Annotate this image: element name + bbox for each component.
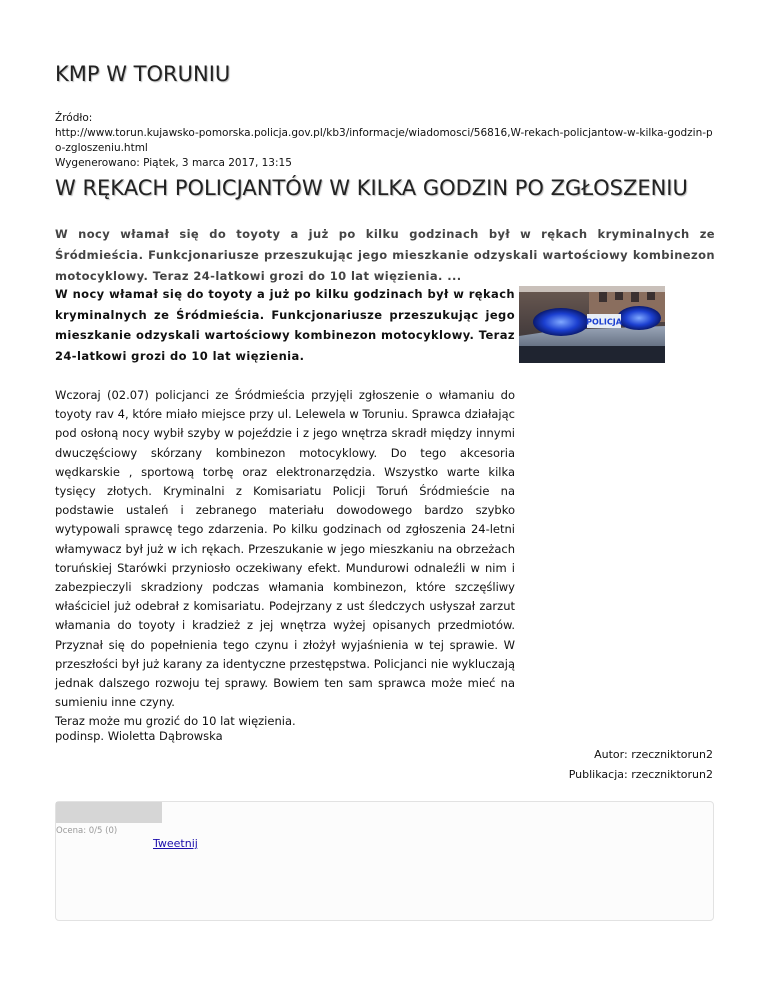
source-url: http://www.torun.kujawsko-pomorska.policja.gov.pl/kb3/informacje/wiadomosci/56816,W-rekach-policjantow-w-kilka-godzin-po-zgloszeniu.html bbox=[55, 127, 713, 154]
article-photo bbox=[519, 286, 665, 363]
article-body-text: Wczoraj (02.07) policjanci ze Śródmieścia przyjęli zgłoszenie o włamaniu do toyoty rav 4, które miało miejsce przy ul. Lelewela w Toruniu. Sprawca działając pod osłoną nocy wybił szyby w pojeździe i z jego wnętrza skradł między innymi dwuczęściowy skórzany kombinezon motocyklowy. Do tego akcesoria wędkarskie , sportową torbę oraz elektronarzędzia. Wszystko warte kilka tysięcy złotych. Kryminalni z Komisariatu Policji Toruń Śródmieście na podstawie ustaleń i zebranego materiału dowodowego bardzo szybko wytypowali sprawcę tego zdarzenia. Po kilku godzinach od zgłoszenia 24-letni włamywacz był już w ich rękach. Przeszukanie w jego mieszkaniu na obrzeżach toruńskiej Starówki przyniosło oczekiwany efekt. Mundurowi odnaleźli w nim i zabezpieczyli skradziony podczas włamania kombinezon, które szczęśliwy właściciel już odebrał z komisariatu. Podejrzany z ust śledczych usłyszał zarzut włamania do toyoty i kradzież z jej wnętrza wyżej opisanych przedmiotów. Przyznał się do popełnienia tego czynu i złożył wyjaśnienia w tej sprawie. W przeszłości był już karany za identyczne przestępstwa. Policjanci nie wykluczają jednak dalszego rozwoju tej sprawy. Bowiem ten sam sprawca może mieć na sumieniu inne czyny. bbox=[55, 388, 515, 710]
rating-box bbox=[55, 801, 714, 921]
generated-date: Wygenerowano: Piątek, 3 marca 2017, 13:15 bbox=[55, 157, 292, 169]
source-meta bbox=[55, 111, 715, 171]
publication: Publikacja: rzeczniktorun2 bbox=[568, 768, 713, 781]
article-lead: W nocy włamał się do toyoty a już po kilku godzinach był w rękach kryminalnych ze Śródmieścia. Funkcjonariusze przeszukując jego mieszkanie odzyskali wartościowy kombinezon motocyklowy. Teraz 24-latkowi grozi do 10 lat więzienia. bbox=[55, 287, 515, 363]
signature: podinsp. Wioletta Dąbrowska bbox=[55, 729, 223, 743]
source-label: Źródło: bbox=[55, 112, 93, 124]
article-body-last: Teraz może mu grozić do 10 lat więzienia. bbox=[55, 714, 296, 729]
author-block bbox=[569, 745, 713, 785]
rating-bar[interactable] bbox=[56, 802, 162, 823]
rating-label: Ocena: 0/5 (0) bbox=[56, 826, 118, 836]
tweet-link[interactable]: Tweetnij bbox=[153, 837, 198, 850]
photo-police-text: POLICJA bbox=[586, 317, 622, 327]
police-car-image bbox=[519, 286, 665, 363]
lead-summary: W nocy włamał się do toyoty a już po kilku godzinach był w rękach kryminalnych ze Śródmieścia. Funkcjonariusze przeszukując jego mieszkanie odzyskali wartościowy kombinezon motocyklowy. Teraz 24-latkowi grozi do 10 lat więzienia. ... bbox=[55, 227, 715, 283]
author: Autor: rzeczniktorun2 bbox=[594, 748, 713, 761]
site-title: KMP W TORUNIU bbox=[55, 62, 231, 86]
article-body bbox=[55, 386, 515, 732]
article-title: W RĘKACH POLICJANTÓW W KILKA GODZIN PO ZGŁOSZENIU bbox=[55, 176, 688, 200]
